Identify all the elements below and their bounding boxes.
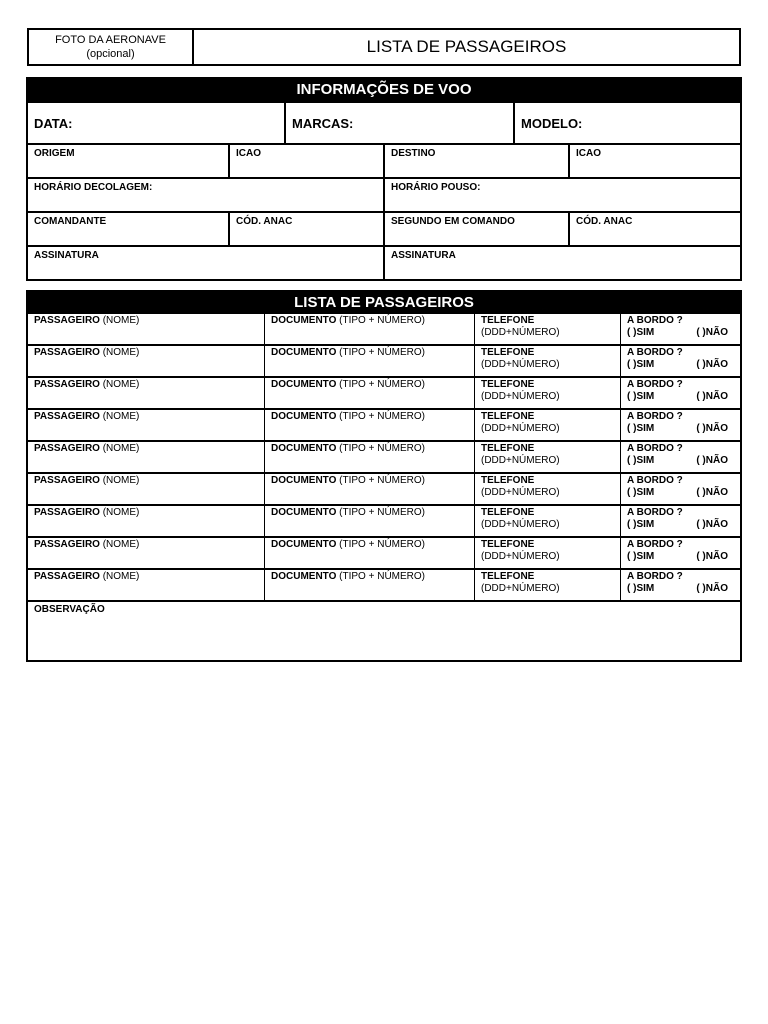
passenger-document-field[interactable] [264, 474, 474, 504]
passenger-name-hint: (NOME) [102, 315, 140, 326]
signature-row [28, 245, 740, 279]
passenger-document-field[interactable] [264, 378, 474, 408]
passenger-name-hint: (NOME) [102, 379, 140, 390]
on-board-yes-checkbox[interactable]: ( )SIM [627, 487, 655, 498]
phone-hint: (DDD+NÚMERO) [481, 487, 560, 498]
phone-hint: (DDD+NÚMERO) [481, 583, 560, 594]
on-board-no-checkbox[interactable]: ( )NÃO [696, 359, 728, 370]
on-board-field [620, 474, 740, 504]
on-board-no-checkbox[interactable]: ( )NÃO [696, 455, 728, 466]
captain-anac-label: CÓD. ANAC [236, 216, 293, 227]
passenger-row [28, 472, 740, 504]
copilot-label: SEGUNDO EM COMANDO [391, 216, 515, 227]
on-board-yes-checkbox[interactable]: ( )SIM [627, 519, 655, 530]
phone-hint: (DDD+NÚMERO) [481, 519, 560, 530]
on-board-no-checkbox[interactable]: ( )NÃO [696, 551, 728, 562]
flight-info-title: INFORMAÇÕES DE VOO [28, 79, 740, 101]
passenger-phone-field[interactable] [474, 570, 620, 600]
document-hint: (TIPO + NÚMERO) [339, 507, 425, 518]
phone-hint: (DDD+NÚMERO) [481, 455, 560, 466]
document-hint: (TIPO + NÚMERO) [339, 475, 425, 486]
document-hint: (TIPO + NÚMERO) [339, 379, 425, 390]
copilot-anac-label: CÓD. ANAC [576, 216, 633, 227]
passenger-document-field[interactable] [264, 346, 474, 376]
passenger-name-label: PASSAGEIRO [34, 539, 100, 550]
passenger-phone-field[interactable] [474, 346, 620, 376]
copilot-signature-label: ASSINATURA [391, 250, 456, 261]
passenger-name-hint: (NOME) [102, 539, 140, 550]
route-row [28, 143, 740, 177]
observation-field[interactable] [28, 600, 740, 660]
document-hint: (TIPO + NÚMERO) [339, 411, 425, 422]
on-board-label: A BORDO ? [627, 379, 683, 390]
passenger-name-hint: (NOME) [102, 507, 140, 518]
passenger-row [28, 344, 740, 376]
captain-field[interactable] [28, 213, 228, 245]
destination-icao-label: ICAO [576, 148, 601, 159]
observation-label: OBSERVAÇÃO [34, 604, 105, 615]
registration-label: MARCAS: [292, 115, 354, 131]
document-hint: (TIPO + NÚMERO) [339, 443, 425, 454]
takeoff-time-label: HORÁRIO DECOLAGEM: [34, 182, 153, 193]
on-board-label: A BORDO ? [627, 443, 683, 454]
phone-label: TELEFONE [481, 475, 535, 486]
on-board-no-checkbox[interactable]: ( )NÃO [696, 583, 728, 594]
on-board-no-checkbox[interactable]: ( )NÃO [696, 519, 728, 530]
passenger-document-field[interactable] [264, 538, 474, 568]
on-board-label: A BORDO ? [627, 475, 683, 486]
phone-label: TELEFONE [481, 315, 535, 326]
passenger-document-field[interactable] [264, 314, 474, 344]
phone-label: TELEFONE [481, 347, 535, 358]
on-board-yes-checkbox[interactable]: ( )SIM [627, 455, 655, 466]
on-board-yes-checkbox[interactable]: ( )SIM [627, 423, 655, 434]
takeoff-time-field[interactable] [28, 179, 383, 211]
phone-label: TELEFONE [481, 539, 535, 550]
phone-hint: (DDD+NÚMERO) [481, 551, 560, 562]
document-label: DOCUMENTO [271, 347, 337, 358]
copilot-anac-field[interactable] [568, 213, 740, 245]
passenger-row [28, 376, 740, 408]
on-board-label: A BORDO ? [627, 411, 683, 422]
on-board-field [620, 410, 740, 440]
model-label: MODELO: [521, 115, 583, 131]
passenger-name-field[interactable] [28, 474, 264, 504]
phone-hint: (DDD+NÚMERO) [481, 359, 560, 370]
date-field[interactable] [28, 103, 284, 143]
passenger-name-hint: (NOME) [102, 475, 140, 486]
captain-signature-field[interactable] [28, 247, 383, 279]
passenger-phone-field[interactable] [474, 442, 620, 472]
captain-anac-field[interactable] [228, 213, 383, 245]
on-board-no-checkbox[interactable]: ( )NÃO [696, 423, 728, 434]
captain-label: COMANDANTE [34, 216, 107, 227]
date-label: DATA: [34, 115, 73, 131]
document-label: DOCUMENTO [271, 443, 337, 454]
copilot-signature-field[interactable] [385, 247, 740, 279]
passenger-name-field[interactable] [28, 314, 264, 344]
on-board-no-checkbox[interactable]: ( )NÃO [696, 487, 728, 498]
document-hint: (TIPO + NÚMERO) [339, 315, 425, 326]
passenger-name-field[interactable] [28, 570, 264, 600]
aircraft-photo-box[interactable] [29, 30, 194, 64]
document-label: DOCUMENTO [271, 507, 337, 518]
flight-info-section [26, 77, 742, 281]
passenger-phone-field[interactable] [474, 410, 620, 440]
destination-field[interactable] [385, 145, 568, 177]
form-title: LISTA DE PASSAGEIROS [366, 37, 567, 56]
phone-label: TELEFONE [481, 571, 535, 582]
photo-optional-label: (opcional) [86, 48, 135, 60]
on-board-field [620, 314, 740, 344]
passenger-name-label: PASSAGEIRO [34, 443, 100, 454]
passenger-row [28, 440, 740, 472]
on-board-yes-checkbox[interactable]: ( )SIM [627, 327, 655, 338]
phone-hint: (DDD+NÚMERO) [481, 391, 560, 402]
passenger-document-field[interactable] [264, 570, 474, 600]
passenger-name-field[interactable] [28, 346, 264, 376]
passenger-phone-field[interactable] [474, 474, 620, 504]
on-board-field [620, 570, 740, 600]
passenger-row [28, 536, 740, 568]
passenger-name-label: PASSAGEIRO [34, 347, 100, 358]
passenger-row [28, 408, 740, 440]
passenger-name-hint: (NOME) [102, 411, 140, 422]
passenger-name-label: PASSAGEIRO [34, 571, 100, 582]
destination-label: DESTINO [391, 148, 436, 159]
document-label: DOCUMENTO [271, 539, 337, 550]
origin-icao-field[interactable] [228, 145, 383, 177]
passenger-phone-field[interactable] [474, 378, 620, 408]
passenger-name-hint: (NOME) [102, 443, 140, 454]
on-board-field [620, 538, 740, 568]
document-label: DOCUMENTO [271, 411, 337, 422]
model-field[interactable] [513, 103, 740, 143]
passenger-row [28, 504, 740, 536]
passenger-phone-field[interactable] [474, 538, 620, 568]
on-board-label: A BORDO ? [627, 571, 683, 582]
origin-label: ORIGEM [34, 148, 75, 159]
passenger-name-label: PASSAGEIRO [34, 507, 100, 518]
times-row [28, 177, 740, 211]
document-label: DOCUMENTO [271, 571, 337, 582]
phone-label: TELEFONE [481, 411, 535, 422]
captain-signature-label: ASSINATURA [34, 250, 99, 261]
origin-field[interactable] [28, 145, 228, 177]
copilot-field[interactable] [385, 213, 568, 245]
passenger-phone-field[interactable] [474, 314, 620, 344]
form-header [27, 28, 741, 66]
document-hint: (TIPO + NÚMERO) [339, 347, 425, 358]
passenger-document-field[interactable] [264, 506, 474, 536]
passenger-document-field[interactable] [264, 410, 474, 440]
on-board-yes-checkbox[interactable]: ( )SIM [627, 551, 655, 562]
on-board-field [620, 442, 740, 472]
on-board-field [620, 378, 740, 408]
destination-icao-field[interactable] [568, 145, 740, 177]
document-hint: (TIPO + NÚMERO) [339, 571, 425, 582]
passenger-name-field[interactable] [28, 538, 264, 568]
document-hint: (TIPO + NÚMERO) [339, 539, 425, 550]
passenger-name-field[interactable] [28, 378, 264, 408]
phone-label: TELEFONE [481, 443, 535, 454]
on-board-yes-checkbox[interactable]: ( )SIM [627, 359, 655, 370]
on-board-yes-checkbox[interactable]: ( )SIM [627, 391, 655, 402]
phone-label: TELEFONE [481, 507, 535, 518]
on-board-no-checkbox[interactable]: ( )NÃO [696, 391, 728, 402]
photo-label: FOTO DA AERONAVE [55, 34, 166, 46]
document-label: DOCUMENTO [271, 315, 337, 326]
passenger-name-label: PASSAGEIRO [34, 411, 100, 422]
phone-label: TELEFONE [481, 379, 535, 390]
on-board-label: A BORDO ? [627, 315, 683, 326]
landing-time-label: HORÁRIO POUSO: [391, 182, 481, 193]
passenger-section [26, 290, 742, 662]
passenger-row [28, 568, 740, 600]
document-label: DOCUMENTO [271, 379, 337, 390]
document-label: DOCUMENTO [271, 475, 337, 486]
flight-main-row [28, 101, 740, 143]
on-board-field [620, 346, 740, 376]
passenger-document-field[interactable] [264, 442, 474, 472]
passenger-phone-field[interactable] [474, 506, 620, 536]
phone-hint: (DDD+NÚMERO) [481, 327, 560, 338]
on-board-label: A BORDO ? [627, 347, 683, 358]
on-board-field [620, 506, 740, 536]
passenger-name-hint: (NOME) [102, 571, 140, 582]
landing-time-field[interactable] [385, 179, 740, 211]
passenger-name-field[interactable] [28, 442, 264, 472]
origin-icao-label: ICAO [236, 148, 261, 159]
phone-hint: (DDD+NÚMERO) [481, 423, 560, 434]
passenger-name-label: PASSAGEIRO [34, 475, 100, 486]
on-board-no-checkbox[interactable]: ( )NÃO [696, 327, 728, 338]
passenger-name-field[interactable] [28, 410, 264, 440]
on-board-label: A BORDO ? [627, 507, 683, 518]
passenger-name-hint: (NOME) [102, 347, 140, 358]
passenger-rows [28, 314, 740, 600]
registration-field[interactable] [284, 103, 513, 143]
passenger-name-label: PASSAGEIRO [34, 315, 100, 326]
crew-row [28, 211, 740, 245]
passenger-name-label: PASSAGEIRO [34, 379, 100, 390]
passenger-row [28, 314, 740, 344]
passenger-name-field[interactable] [28, 506, 264, 536]
on-board-label: A BORDO ? [627, 539, 683, 550]
on-board-yes-checkbox[interactable]: ( )SIM [627, 583, 655, 594]
passenger-list-title: LISTA DE PASSAGEIROS [28, 292, 740, 314]
